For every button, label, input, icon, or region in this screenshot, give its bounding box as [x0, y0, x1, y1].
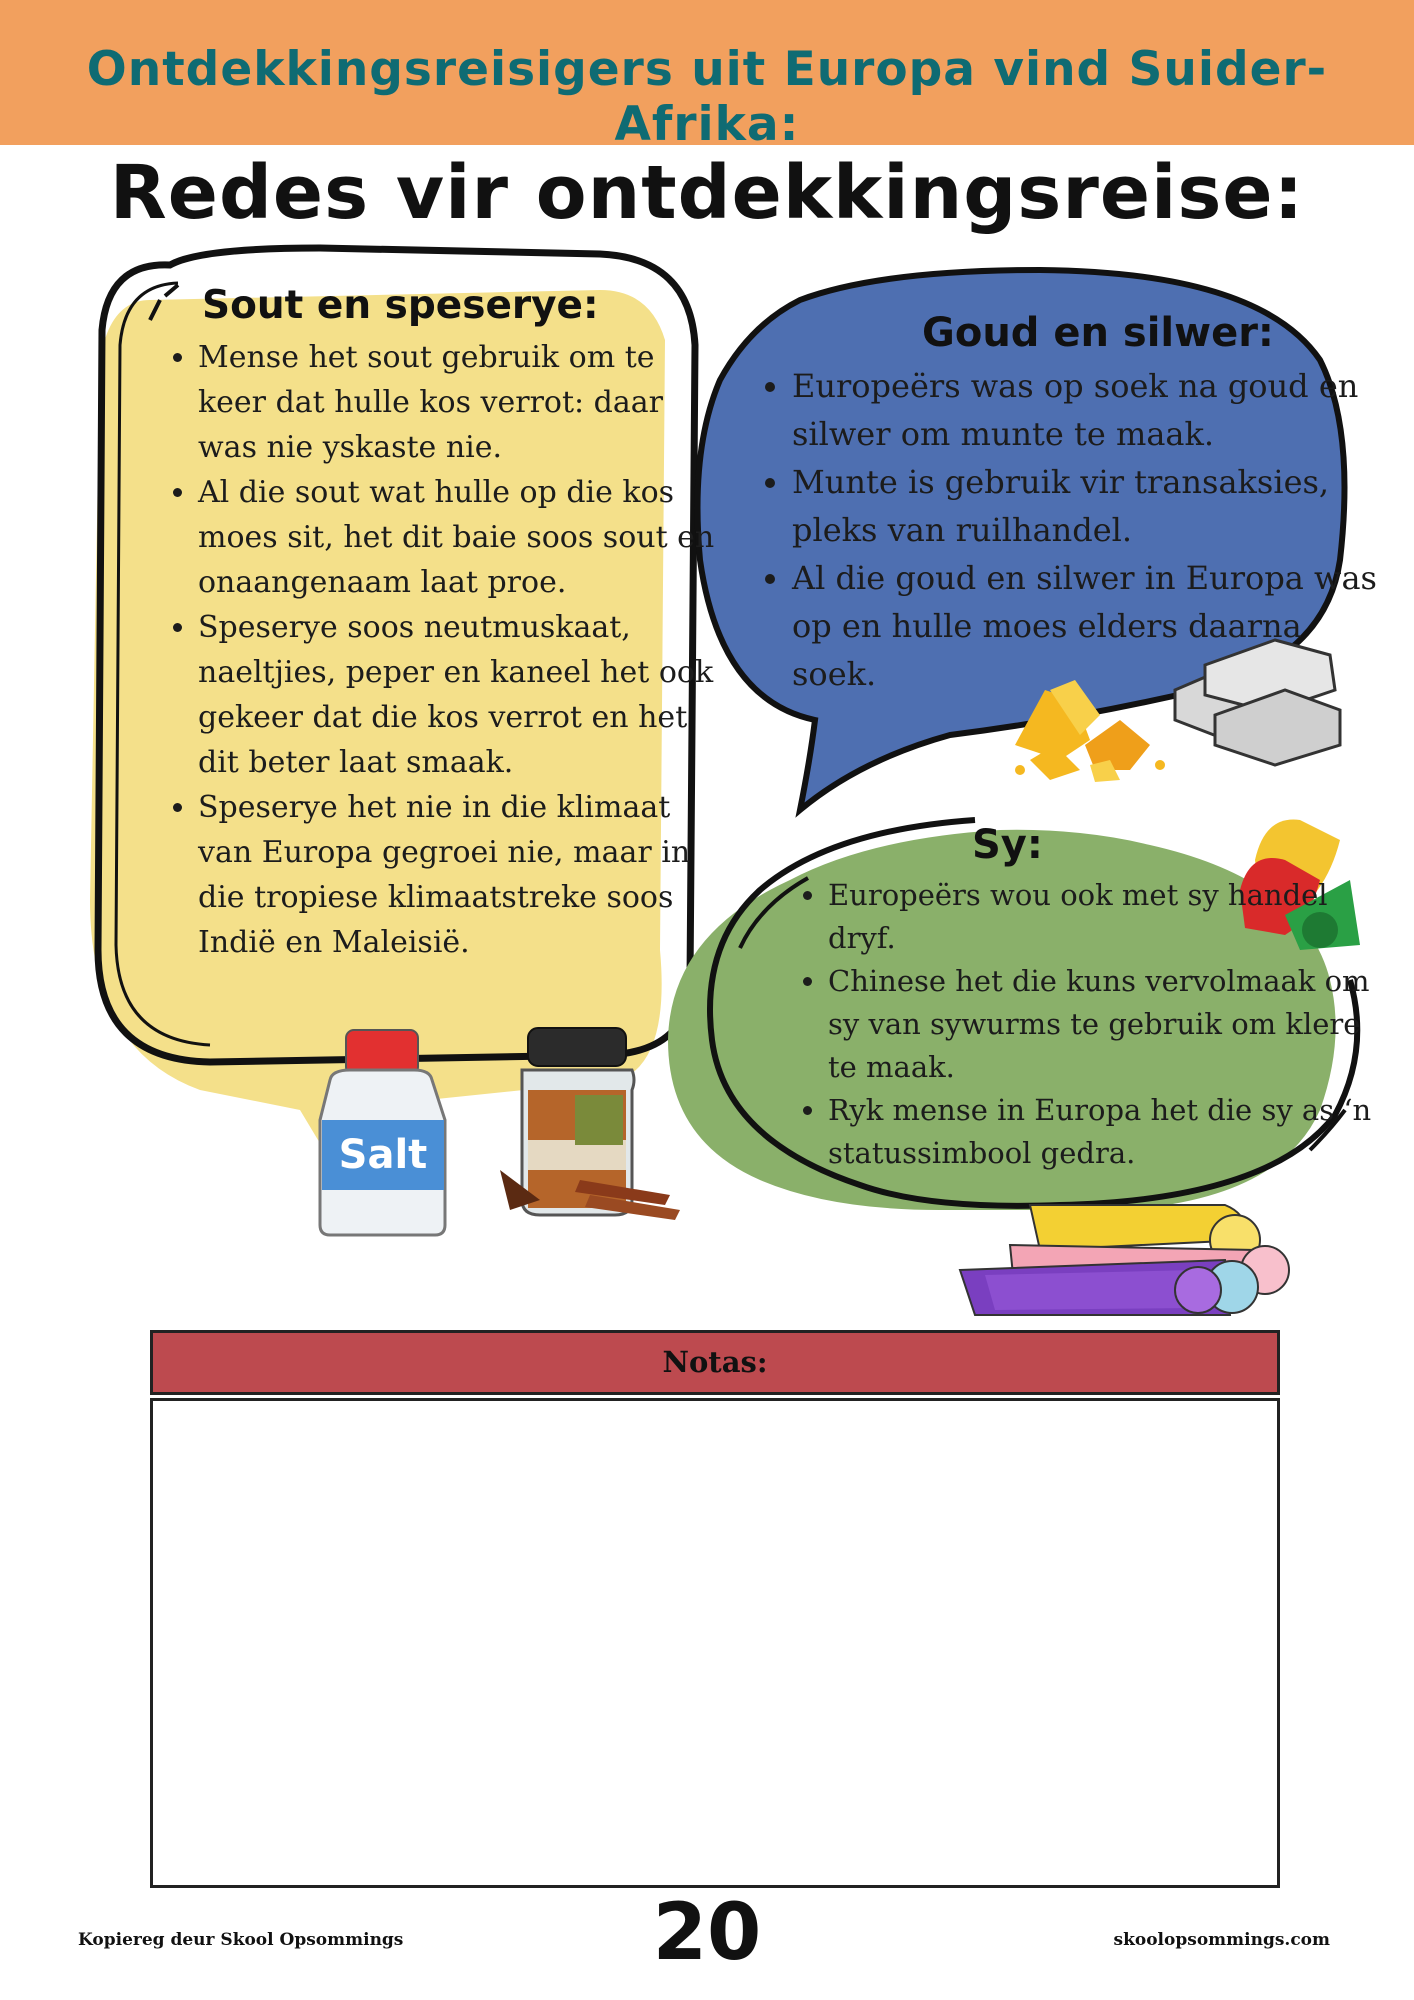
list-item: • Munte is gebruik vir transaksies, pleks van ruilhandel.: [792, 458, 1392, 554]
salt-bottle-label: Salt: [338, 1132, 428, 1178]
page-title: Redes vir ontdekkingsreise:: [109, 150, 1305, 236]
salt-list: [160, 335, 718, 965]
list-item: • Mense het sout gebruik om te keer dat hulle kos verrot: daar was nie yskaste nie.: [198, 335, 718, 470]
page-number: 20: [652, 1888, 762, 1978]
list-item: • Ryk mense in Europa het die sy as ‘n statussimbool gedra.: [828, 1089, 1388, 1175]
list-item: • Speserye het nie in die klimaat van Europa gegroei nie, maar in die tropiese klimaatstreke soos Indië en Maleisië.: [198, 785, 718, 965]
salt-heading: Sout en speserye:: [202, 283, 599, 328]
gold-heading: Goud en silwer:: [922, 310, 1274, 356]
banner-title: Ontdekkingsreisigers uit Europa vind Suider-Afrika:: [86, 42, 1328, 152]
list-item: • Europeërs was op soek na goud en silwer om munte te maak.: [792, 362, 1392, 458]
fabric-rolls-icon: [960, 1205, 1289, 1315]
notes-header: Notas:: [150, 1330, 1280, 1395]
list-item: • Chinese het die kuns vervolmaak om sy van sywurms te gebruik om klere te maak.: [828, 960, 1388, 1089]
footer-website[interactable]: skoolopsommings.com: [1113, 1930, 1330, 1950]
list-item: • Al die sout wat hulle op die kos moes sit, het dit baie soos sout en onaangenaam laat proe.: [198, 470, 718, 605]
notes-area[interactable]: [150, 1398, 1280, 1888]
list-item: • Al die goud en silwer in Europa was op en hulle moes elders daarna soek.: [792, 554, 1392, 698]
silk-list: [790, 874, 1388, 1175]
footer-copyright: Kopiereg deur Skool Opsommings: [78, 1930, 404, 1950]
list-item: • Speserye soos neutmuskaat, naeltjies, peper en kaneel het ook gekeer dat die kos verrot en het dit beter laat smaak.: [198, 605, 718, 785]
list-item: • Europeërs wou ook met sy handel dryf.: [828, 874, 1388, 960]
gold-list: [754, 362, 1392, 698]
silk-heading: Sy:: [972, 822, 1043, 868]
